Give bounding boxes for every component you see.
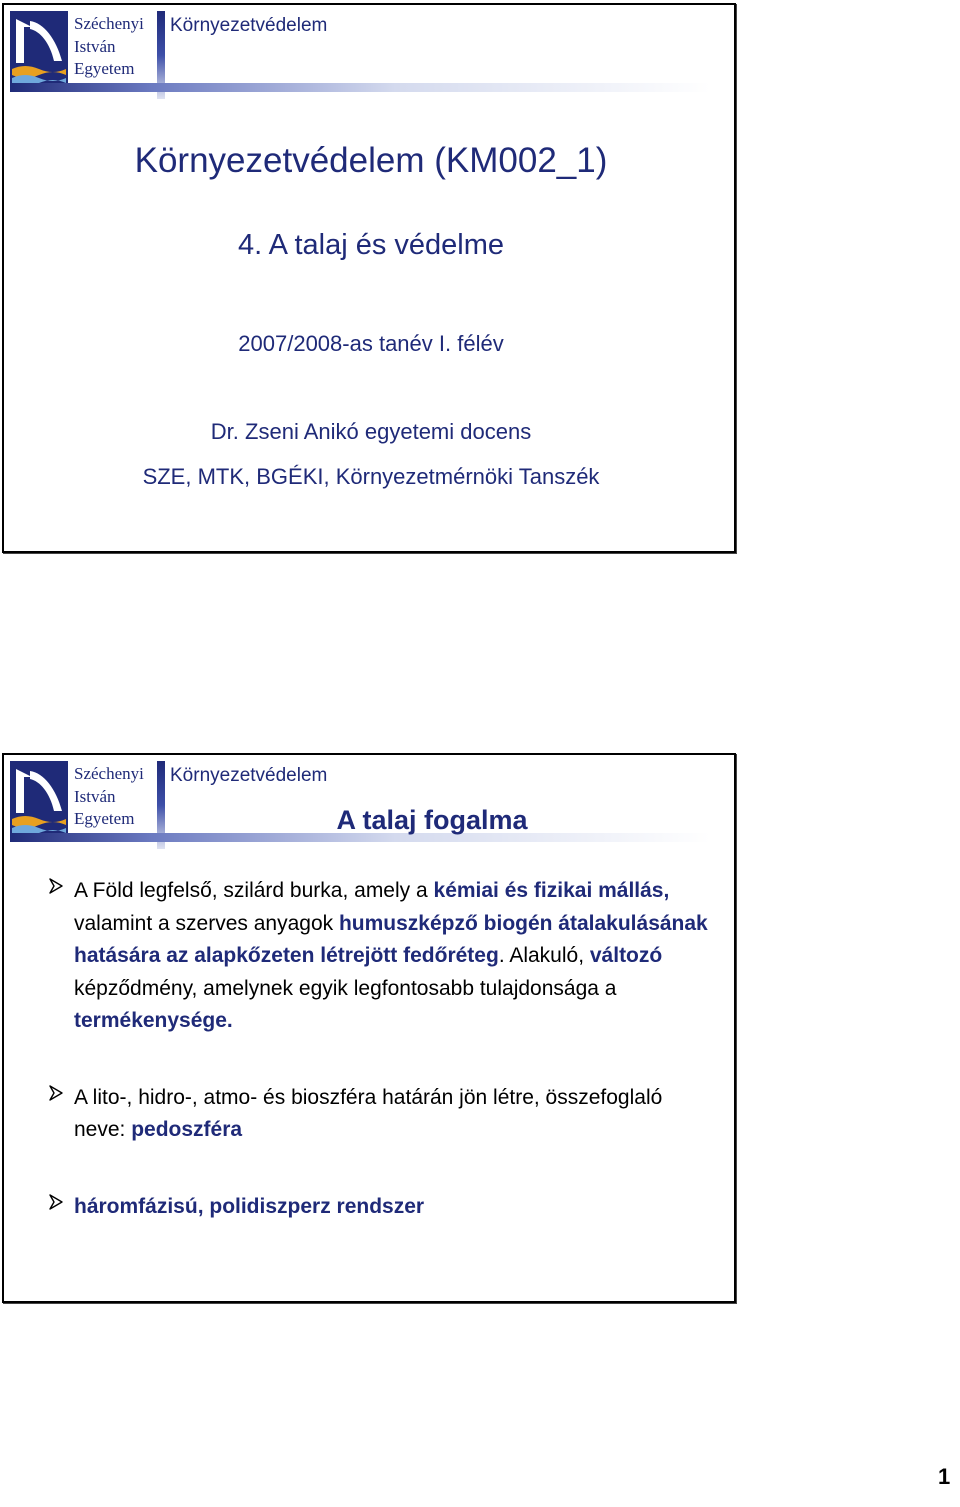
department-text: SZE, MTK, BGÉKI, Környezetmérnöki Tanszék — [142, 464, 600, 489]
author-name: Zseni Anikó — [245, 419, 359, 444]
slide-1 — [2, 3, 736, 553]
slide-subtitle: 4. A talaj és védelme — [238, 229, 504, 261]
university-name-line2: István — [74, 786, 116, 806]
bullet-item — [48, 875, 708, 1038]
bullet-emphasis: pedoszféra — [131, 1118, 243, 1141]
university-name — [74, 13, 144, 81]
course-name: Környezetvédelem — [170, 765, 328, 786]
arrow-bullet-icon — [48, 878, 64, 894]
university-logo-icon — [10, 11, 68, 87]
slide-2 — [2, 753, 736, 1303]
bullet-text — [74, 875, 708, 1038]
arrow-bullet-icon — [48, 1085, 64, 1101]
author-role: egyetemi docens — [358, 419, 532, 444]
arrow-bullet-icon — [48, 1194, 64, 1210]
bullet-item — [48, 1191, 708, 1224]
bullet-emphasis: változó — [589, 944, 663, 967]
semester-text: 2007/2008-as tanév I. félév — [238, 331, 504, 356]
author-prefix: Dr. — [210, 419, 246, 444]
university-name-line3: Egyetem — [74, 809, 135, 828]
bullet-text-part: A Föld legfelső, szilárd burka, amely a — [74, 879, 434, 902]
bullet-text-part: képződmény, amelynek egyik legfontosabb tulajdonsága a — [74, 976, 617, 1000]
slide-title: A talaj fogalma — [336, 805, 528, 835]
bullet-text — [74, 1082, 708, 1147]
bullet-emphasis: humuszképző biogén átalakulásának hatására az alapkőzeten létrejött fedőréteg — [74, 911, 708, 967]
university-name-line1: Széchenyi — [74, 764, 144, 783]
slide-title: Környezetvédelem (KM002_1) — [134, 141, 608, 180]
bullet-text-part: valamint a szerves anyagok — [74, 911, 339, 935]
university-name-line1: Széchenyi — [74, 14, 144, 33]
course-name: Környezetvédelem — [170, 15, 328, 36]
author-line — [4, 419, 738, 445]
bullet-emphasis: kémiai és fizikai mállás, — [433, 879, 670, 902]
bullet-text-part: . Alakuló, — [498, 944, 590, 967]
university-name-line3: Egyetem — [74, 59, 135, 78]
bullet-text — [74, 1191, 708, 1224]
page-number: 1 — [938, 1464, 951, 1489]
bullet-emphasis: háromfázisú, polidiszperz rendszer — [74, 1194, 425, 1218]
bullet-item — [48, 1082, 708, 1147]
bullet-text-part: A lito-, hidro-, atmo- és bioszféra határán jön létre, összefoglaló neve: — [74, 1085, 663, 1141]
bullet-list — [48, 875, 708, 1267]
header-horizontal-bar — [10, 83, 710, 92]
bullet-emphasis: termékenysége. — [74, 1009, 233, 1032]
university-name-line2: István — [74, 36, 116, 56]
